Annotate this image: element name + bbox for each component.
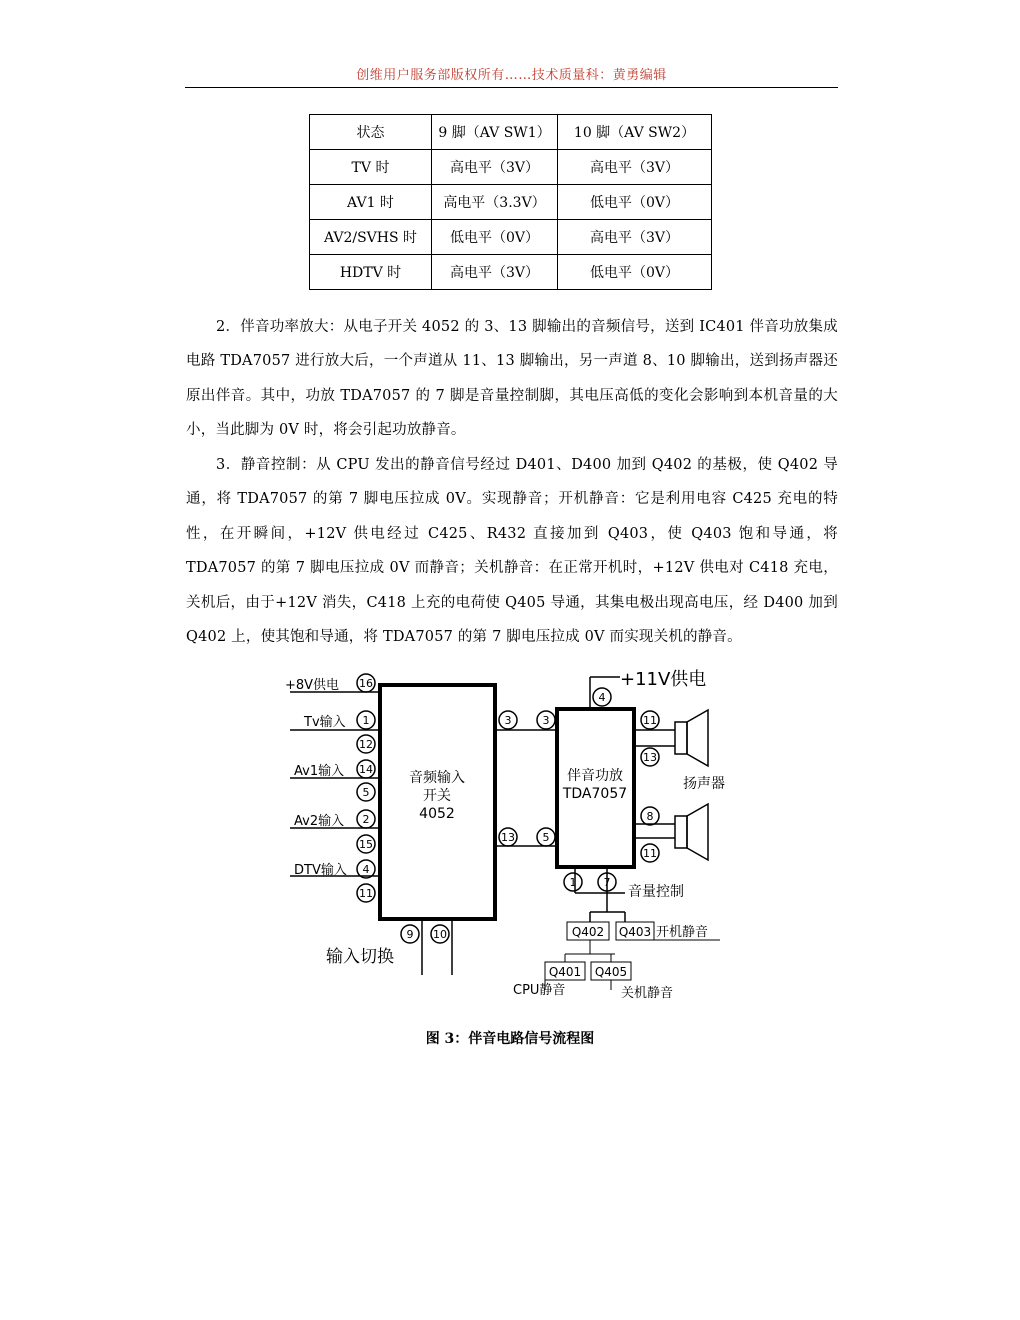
pin-number: 1 [362,714,370,727]
pin-number: 14 [359,763,373,776]
speaker-icon [675,816,687,848]
pin-number: 5 [542,831,550,844]
table-cell: TV 时 [310,150,432,185]
paragraph-mute-control: 3．静音控制：从 CPU 发出的静音信号经过 D401、D400 加到 Q402 的基极，使 Q402 导通，将 TDA7057 的第 7 脚电压拉成 0V。实现静音；开机静音：它是利用电容 C425 充电的特性，在开瞬间，+12V 供电经过 C425、R432 直接加到 Q403，使 Q403 饱和导通，将 TDA7057 的第 7 脚电压拉成 0V 而静音；关机静音：在正常开机时，+12V 供电对 C418 充电，关机后，由于+12V 消失，C418 上充的电荷使 Q405 导通，其集电极出现高电压，经 D400 加到 Q402 上，使其饱和导通，将 TDA7057 的第 7 脚电压拉成 0V 而实现关机的静音。 [186,456,838,645]
table-cell: AV2/SVHS 时 [310,220,432,255]
table-row [310,150,712,185]
speaker-icon [687,710,708,766]
table-cell: 高电平（3.3V） [432,185,558,220]
switch-title-line: 开关 [423,788,451,804]
header-rule [185,87,838,88]
table-cell: 高电平（3V） [432,150,558,185]
table-header-cell: 10 脚（AV SW2） [558,115,712,150]
pin-number: 11 [643,847,657,860]
speaker-icon [687,804,708,860]
pin-number: 4 [362,863,370,876]
pin-number: 12 [359,738,373,751]
speaker-label: 扬声器 [683,776,725,792]
pin-number: 2 [362,813,370,826]
av2-input-label: Av2输入 [294,814,345,829]
power-off-mute-label: 关机静音 [621,986,674,1001]
table-row [310,255,712,290]
paragraph-audio-amplifier: 2．伴音功率放大：从电子开关 4052 的 3、13 脚输出的音频信号，送到 IC401 伴音功放集成电路 TDA7057 进行放大后，一个声道从 11、13 脚输出，另一声道 8、10 脚输出，送到扬声器还原出伴音。其中，功放 TDA7057 的 7 脚是音量控制脚，其电压高低的变化会影响到本机音量的大小，当此脚为 0V 时，将会引起功放静音。 [186,318,838,438]
av-switch-state-table [309,114,712,290]
pin-number: 13 [643,751,657,764]
table-header-cell: 9 脚（AV SW1） [432,115,558,150]
figure-caption: 图 3：伴音电路信号流程图 [425,1031,595,1047]
q403-label: Q403 [618,925,652,939]
table-cell: 高电平（3V） [432,255,558,290]
audio-signal-flow-diagram [280,660,740,1010]
pin-number: 5 [362,786,370,799]
pin-number: 7 [603,876,611,889]
table-cell: AV1 时 [310,185,432,220]
pin-number: 11 [643,714,657,727]
pin-number: 10 [433,928,447,941]
volume-control-label: 音量控制 [628,884,684,900]
q401-label: Q401 [548,965,582,979]
switch-title-line: 4052 [419,806,455,822]
pin-number: 3 [542,714,550,727]
pin-number: 1 [569,876,577,889]
switch-title-line: 音频输入 [409,770,465,786]
page-header: 创维用户服务部版权所有……技术质量科：黄勇编辑 [356,68,667,83]
pin-number: 13 [501,831,515,844]
table-cell: 低电平（0V） [558,255,712,290]
amp-title-line: TDA7057 [562,786,628,802]
table-cell: 高电平（3V） [558,150,712,185]
pin-number: 9 [406,928,414,941]
q405-label: Q405 [594,965,628,979]
dtv-input-label: DTV输入 [294,863,347,878]
supply-11v-label: +11V供电 [620,669,707,690]
q402-label: Q402 [571,925,605,939]
supply-8v-label: +8V供电 [285,678,340,693]
pin-number: 4 [598,691,606,704]
input-switch-label: 输入切换 [326,947,394,967]
av1-input-label: Av1输入 [294,764,345,779]
table-header-row [310,115,712,150]
power-on-mute-label: 开机静音 [656,925,709,940]
table-row [310,185,712,220]
table-cell: 低电平（0V） [432,220,558,255]
table-cell: 低电平（0V） [558,185,712,220]
speaker-icon [675,722,687,754]
tv-input-label: Tv输入 [304,715,346,730]
pin-number: 16 [359,677,373,690]
table-row [310,220,712,255]
pin-number: 3 [504,714,512,727]
table-header-cell: 状态 [310,115,432,150]
table-cell: HDTV 时 [310,255,432,290]
cpu-mute-label: CPU静音 [513,983,566,998]
pin-number: 11 [359,887,373,900]
table-cell: 高电平（3V） [558,220,712,255]
pin-number: 15 [359,838,373,851]
amp-title-line: 伴音功放 [567,768,623,784]
pin-number: 8 [646,810,654,823]
